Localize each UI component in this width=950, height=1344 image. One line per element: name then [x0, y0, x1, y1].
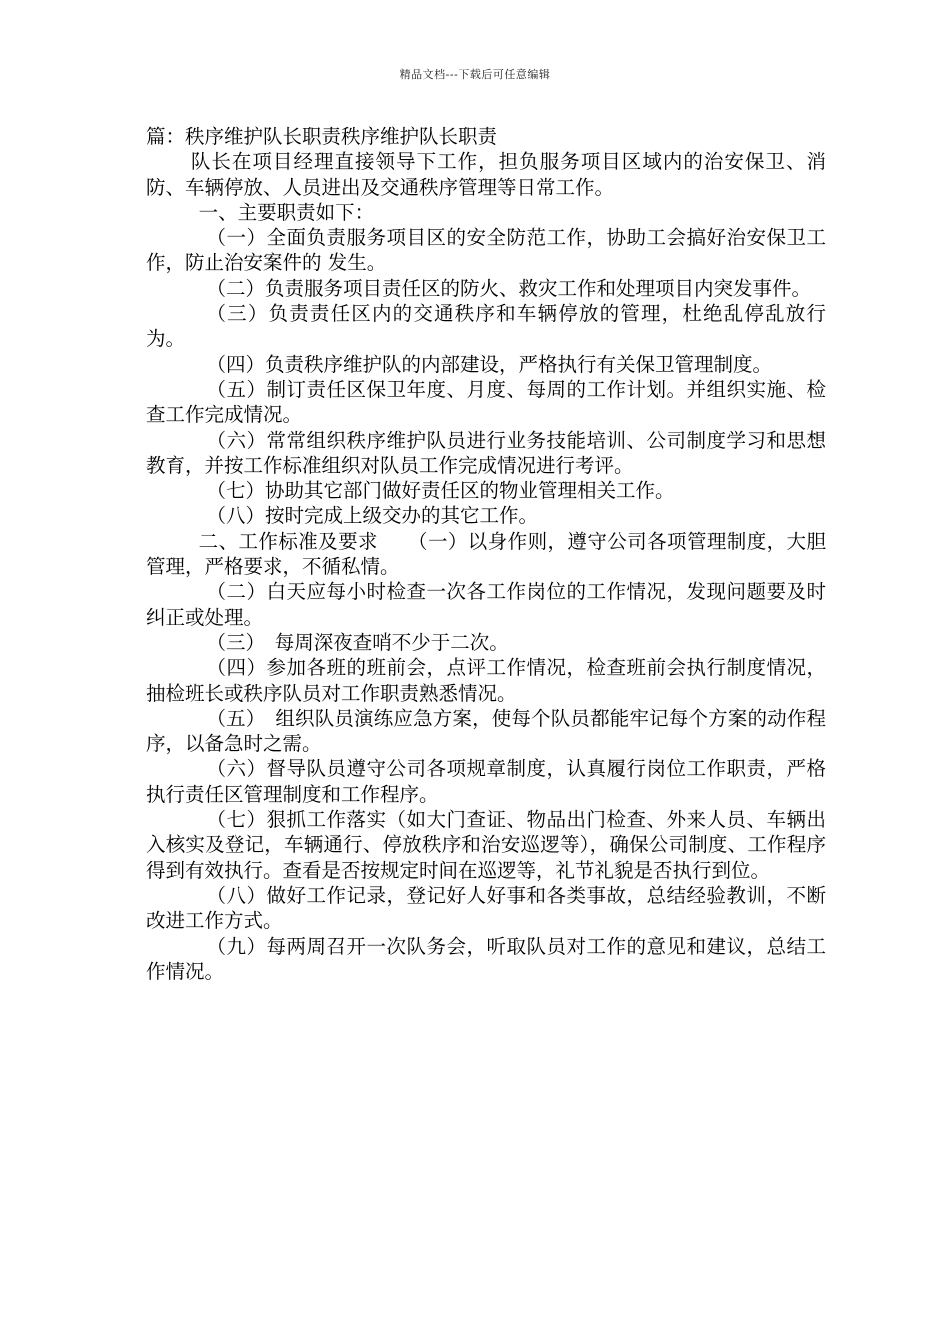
page-header: 精品文档---下载后可任意编辑 — [399, 68, 551, 81]
duty-item-7: （七）协助其它部门做好责任区的物业管理相关工作。 — [206, 479, 675, 503]
document-title: 篇：秩序维护队长职责秩序维护队长职责 — [146, 125, 498, 148]
section-heading-duties: 一、主要职责如下： — [198, 200, 375, 224]
standard-item-8: （八）做好工作记录，登记好人好事和各类事故，总结经验教训，不断改进工作方式。 — [146, 883, 826, 933]
standard-item-9: （九）每两周召开一次队务会，听取队员对工作的意见和建议，总结工作情况。 — [146, 934, 826, 983]
duty-item-3: （三）负责责任区内的交通秩序和车辆停放的管理，杜绝乱停乱放行为。 — [146, 302, 826, 351]
standard-item-2: （二）白天应每小时检查一次各工作岗位的工作情况，发现问题要及时纠正或处理。 — [146, 580, 826, 629]
standard-item-6: （六）督导队员遵守公司各项规章制度，认真履行岗位工作职责，严格执行责任区管理制度和工作程序。 — [146, 757, 826, 806]
standard-item-3: （三） 每周深夜查哨不少于二次。 — [206, 630, 509, 654]
duty-item-5: （五）制订责任区保卫年度、月度、每周的工作计划。并组织实施、检查工作完成情况。 — [146, 377, 826, 427]
duty-item-2: （二）负责服务项目责任区的防火、救灾工作和处理项目内突发事件。 — [206, 276, 811, 300]
duty-item-1: （一）全面负责服务项目区的安全防范工作，协助工会搞好治安保卫工作，防止治安案件的 发生。 — [146, 226, 826, 275]
standard-item-4: （四）参加各班的班前会，点评工作情况，检查班前会执行制度情况，抽检班长或秩序队员对工作职责熟悉情况。 — [146, 656, 826, 705]
section-heading-standards: 二、工作标准及要求 （一）以身作则，遵守公司各项管理制度，大胆管理，严格要求，不循私情。 — [146, 529, 826, 579]
standard-item-5: （五） 组织队员演练应急方案，使每个队员都能牢记每个方案的动作程序，以备急时之需。 — [146, 706, 826, 756]
standard-item-7: （七）狠抓工作落实（如大门查证、物品出门检查、外来人员、车辆出入核实及登记，车辆通行、停放秩序和治安巡逻等），确保公司制度、工作程序得到有效执行。查看是否按规定时间在巡逻等，礼节礼貌是否执行到位。 — [146, 808, 826, 882]
duty-item-4: （四）负责秩序维护队的内部建设，严格执行有关保卫管理制度。 — [206, 352, 772, 376]
duty-item-8: （八）按时完成上级交办的其它工作。 — [206, 504, 538, 528]
duty-item-6: （六）常常组织秩序维护队员进行业务技能培训、公司制度学习和思想教育，并按工作标准组织对队员工作完成情况进行考评。 — [146, 428, 826, 477]
intro-paragraph: 队长在项目经理直接领导下工作，担负服务项目区域内的治安保卫、消防、车辆停放、人员进出及交通秩序管理等日常工作。 — [146, 150, 826, 199]
document-body — [146, 124, 826, 984]
